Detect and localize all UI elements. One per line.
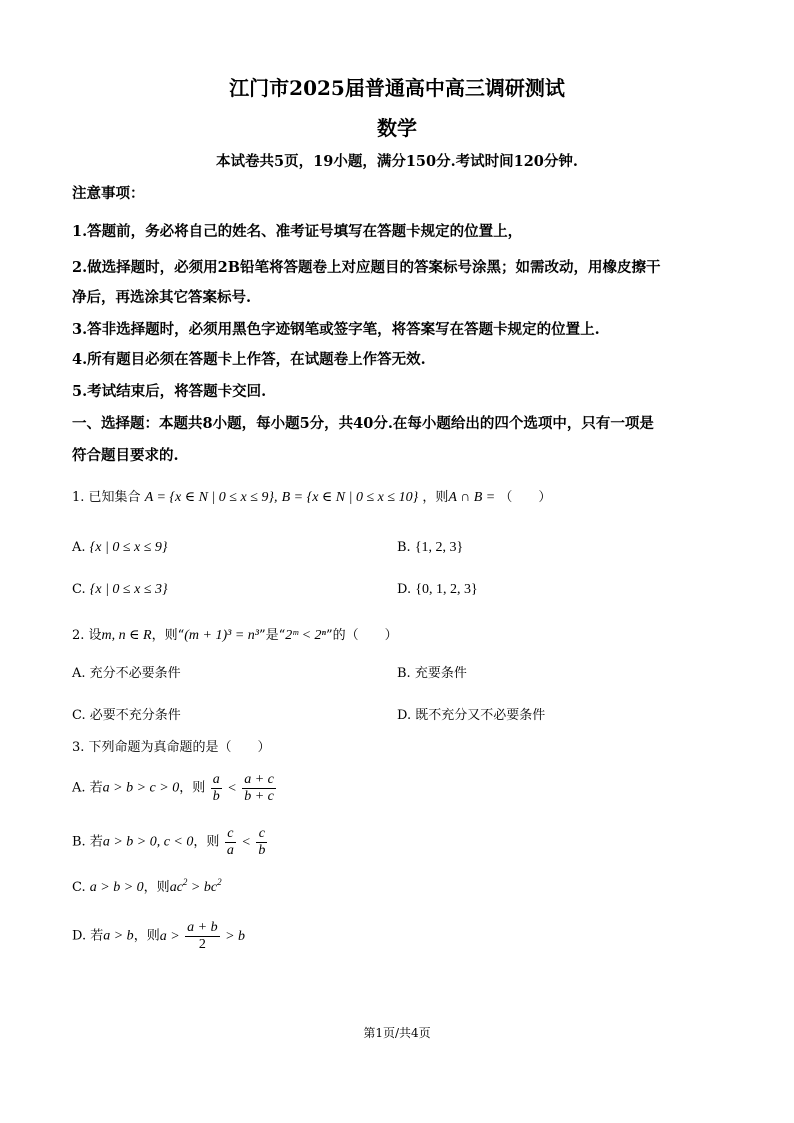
- q3-option-a-mid: ，则: [179, 780, 206, 796]
- q2-option-a: A. 充分不必要条件: [72, 666, 181, 681]
- q3-option-b-condition: a > b > 0, c < 0: [102, 834, 194, 850]
- q1-set-a: A = {x ∈ N | 0 ≤ x ≤ 9}: [144, 490, 274, 505]
- q2-mid: ，则“: [151, 628, 185, 643]
- section-heading-line2: 符合题目要求的.: [72, 447, 179, 464]
- page-footer: 第1页/共4页: [363, 1026, 431, 1040]
- q1-option-d-label: D.: [397, 582, 412, 597]
- exam-subject: 数学: [377, 116, 417, 140]
- q2-condition: m, n ∈ R: [101, 628, 152, 643]
- q3-option-c-prefix: C.: [72, 880, 86, 895]
- note-item-5: 5.考试结束后，将答题卡交回.: [72, 383, 267, 400]
- note-item-3: 3.答非选择题时，必须用黑色字迹钢笔或签字笔，将答案写在答题卡规定的位置上.: [72, 321, 600, 338]
- note-item-4: 4.所有题目必须在答题卡上作答，在试题卷上作答无效.: [72, 351, 426, 368]
- q1-paren: （ ）: [499, 490, 552, 505]
- question-2: [72, 624, 398, 644]
- q2-mid2: ”是“: [258, 628, 286, 643]
- notes-heading: 注意事项：: [72, 185, 145, 202]
- q2-expression-2: 2ᵐ < 2ⁿ: [285, 628, 326, 643]
- q1-option-a-label: A.: [72, 540, 86, 555]
- q1-option-c-value: {x | 0 ≤ x ≤ 3}: [89, 582, 168, 597]
- q2-option-c: C. 必要不充分条件: [72, 708, 181, 723]
- q3-option-d-condition: a > b: [103, 928, 134, 944]
- q1-option-a: [72, 540, 168, 556]
- q3-option-b: B. 若a > b > 0, c < 0，则 $\frac{c}{a}$ < $\frac{c}{b}$: [72, 826, 266, 858]
- q2-tail: ”的（ ）: [325, 628, 398, 643]
- q3-option-a: A. 若a > b > c > 0，则 $\frac{a}{b}$ < $\frac{a + c}{b + c}$: [72, 772, 274, 804]
- question-3: 3. 下列命题为真命题的是（ ）: [72, 740, 271, 755]
- q3-option-d-prefix: D. 若: [72, 928, 104, 944]
- note-item-2-cont: 净后，再选涂其它答案标号.: [72, 289, 252, 306]
- q2-option-b: B. 充要条件: [397, 666, 467, 681]
- fraction-a-plus-b-over-2: $\frac{a + b}{2}$: [187, 920, 218, 952]
- q1-option-b-value: {1, 2, 3}: [414, 540, 464, 555]
- q2-number: 2. 设: [72, 628, 102, 643]
- q3-option-b-prefix: B. 若: [72, 834, 103, 850]
- q3-option-d: D. 若a > b，则a > $\frac{a + b}{2}$ > b: [72, 920, 246, 952]
- q1-tail: ，则: [422, 490, 449, 505]
- fraction-c-over-b: $\frac{c}{b}$: [258, 826, 266, 858]
- q1-option-b: [397, 540, 463, 556]
- question-1: 1. 已知集合 A = {x ∈ N | 0 ≤ x ≤ 9}, B = {x ∈ N | 0 ≤ x ≤ 10} ，则A ∩ B = （ ）: [72, 490, 552, 505]
- q3-option-a-condition: a > b > c > 0: [102, 780, 180, 796]
- q3-option-c-condition: a > b > 0: [89, 880, 144, 895]
- note-item-1: 1.答题前，务必将自己的姓名、准考证号填写在答题卡规定的位置上，: [72, 223, 523, 240]
- fraction-a-over-b: $\frac{a}{b}$: [212, 772, 220, 804]
- fraction-a-plus-c-over-b-plus-c: $\frac{a + c}{b + c}$: [244, 772, 274, 804]
- q3-option-d-mid: ，则: [133, 928, 160, 944]
- q2-expression-1: (m + 1)³ = n³: [184, 628, 259, 643]
- section-heading-line1: 一、选择题：本题共8小题，每小题5分，共40分.在每小题给出的四个选项中，只有一项是: [72, 415, 654, 432]
- exam-title: 江门市2025届普通高中高三调研测试: [229, 76, 565, 100]
- note-item-2: 2.做选择题时，必须用2B铅笔将答题卷上对应题目的答案标号涂黑；如需改动，用橡皮擦干: [72, 259, 661, 276]
- q3-option-c-mid: ，则: [143, 880, 170, 895]
- fraction-c-over-a: $\frac{c}{a}$: [226, 826, 234, 858]
- q2-option-d: D. 既不充分又不必要条件: [397, 708, 546, 723]
- q1-option-c: [72, 582, 168, 598]
- q1-option-d: [397, 582, 478, 598]
- q1-number: 1. 已知集合: [72, 490, 141, 505]
- q3-option-c-result: $ac^2 > bc^2$: [169, 877, 222, 895]
- exam-info: 本试卷共5页，19小题，满分150分.考试时间120分钟.: [216, 153, 578, 170]
- q1-option-c-label: C.: [72, 582, 86, 597]
- q3-option-a-prefix: A. 若: [72, 780, 103, 796]
- q1-option-d-value: {0, 1, 2, 3}: [415, 582, 478, 597]
- q3-option-b-mid: ，则: [193, 834, 220, 850]
- q1-option-b-label: B.: [397, 540, 411, 555]
- q3-option-c: [72, 876, 222, 896]
- q1-ask: A ∩ B =: [448, 490, 496, 505]
- q1-option-a-value: {x | 0 ≤ x ≤ 9}: [89, 540, 168, 555]
- q1-set-b: B = {x ∈ N | 0 ≤ x ≤ 10}: [281, 490, 419, 505]
